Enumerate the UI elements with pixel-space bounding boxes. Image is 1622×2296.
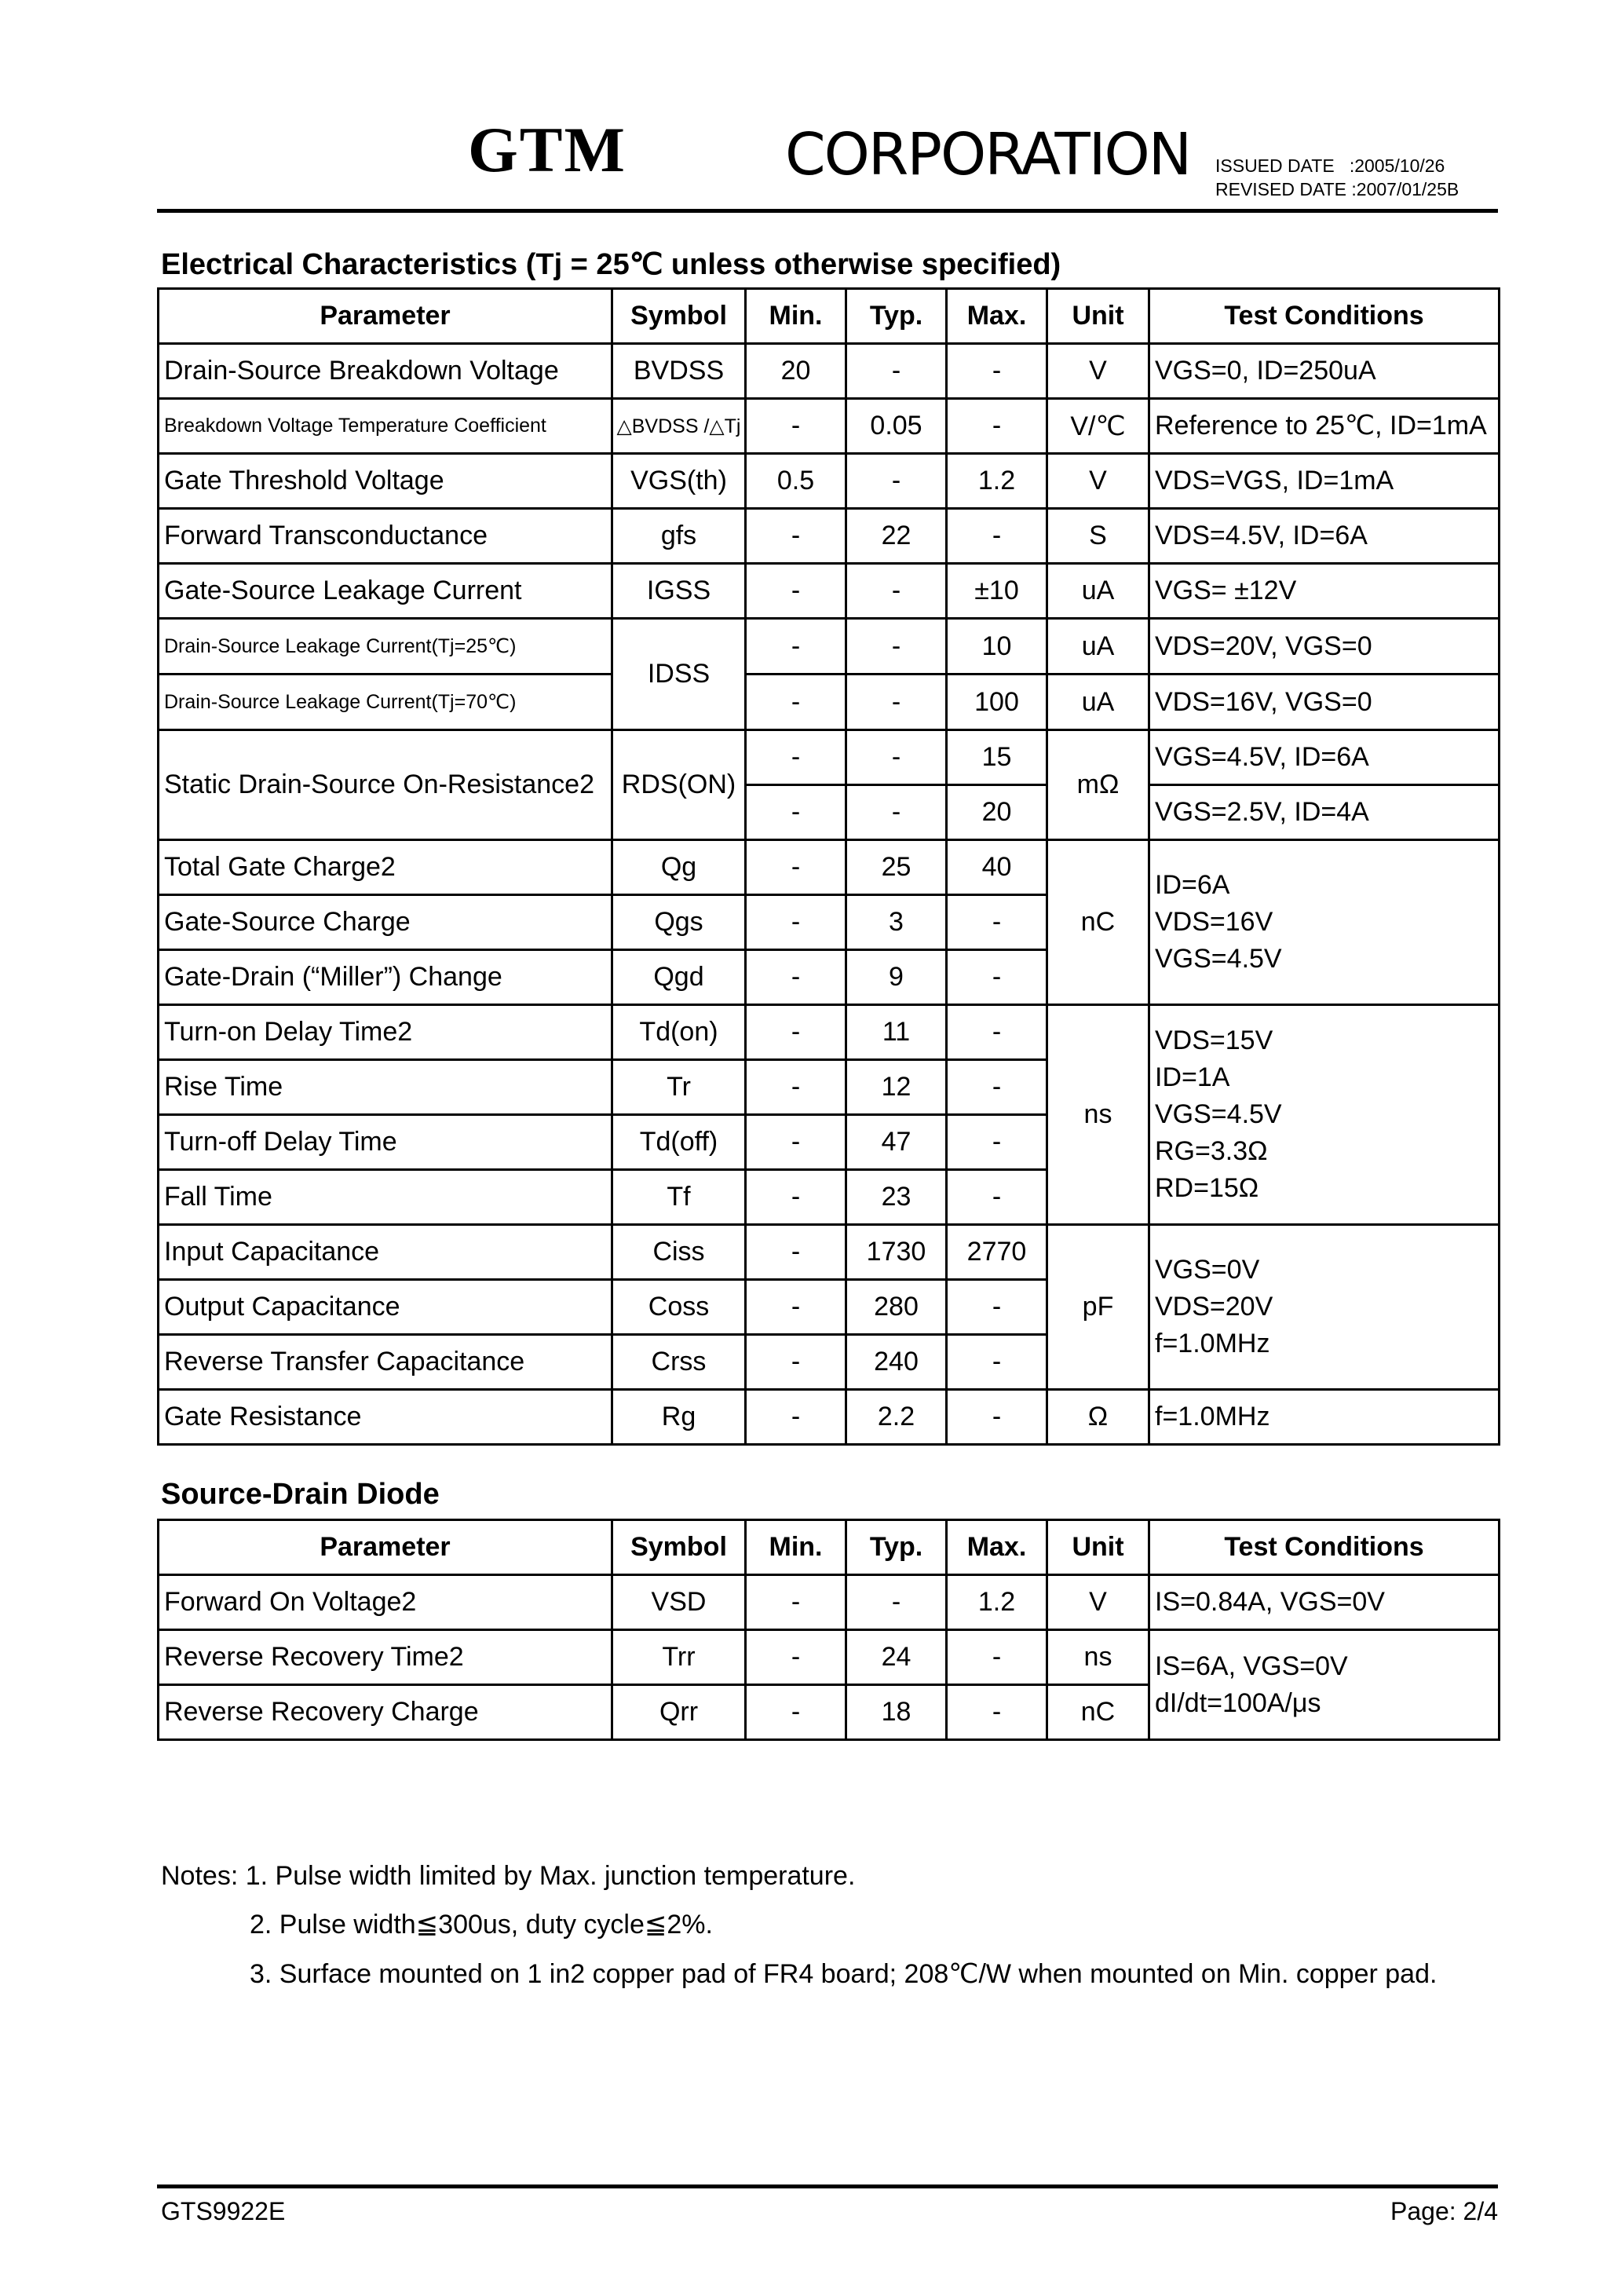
param-cell: Input Capacitance <box>159 1225 612 1280</box>
min-cell: - <box>746 1575 846 1630</box>
max-cell: 15 <box>947 730 1047 785</box>
unit-cell: pF <box>1047 1225 1149 1390</box>
unit-cell: V <box>1047 454 1149 509</box>
unit-cell: uA <box>1047 675 1149 730</box>
symbol-cell: Tr <box>612 1060 746 1115</box>
table-row <box>159 1005 1500 1060</box>
param-cell: Output Capacitance <box>159 1280 612 1335</box>
cond-line: f=1.0MHz <box>1155 1329 1270 1358</box>
unit-cell: nC <box>1047 1685 1149 1740</box>
table-header-row <box>159 289 1500 344</box>
max-cell: - <box>947 1280 1047 1335</box>
col-header: Symbol <box>612 1520 746 1575</box>
unit-cell: ns <box>1047 1005 1149 1225</box>
max-cell: 20 <box>947 785 1047 840</box>
col-header: Symbol <box>612 289 746 344</box>
param-cell: Total Gate Charge2 <box>159 840 612 895</box>
min-cell: - <box>746 509 846 564</box>
cond-cell: VGS=4.5V, ID=6A <box>1149 730 1500 785</box>
cond-line: ID=1A <box>1155 1062 1230 1092</box>
symbol-cell: Crss <box>612 1335 746 1390</box>
col-header: Max. <box>947 289 1047 344</box>
min-cell: - <box>746 399 846 454</box>
max-cell: - <box>947 1060 1047 1115</box>
cond-cell: VGS= ±12V <box>1149 564 1500 619</box>
table-row <box>159 1575 1500 1630</box>
cond-line: VGS=4.5V <box>1155 1099 1282 1129</box>
cond-cell <box>1149 1630 1500 1740</box>
col-header: Parameter <box>159 289 612 344</box>
cond-cell <box>1149 840 1500 1005</box>
param-cell: Gate-Drain (“Miller”) Change <box>159 950 612 1005</box>
cond-line: IS=6A, VGS=0V <box>1155 1651 1348 1681</box>
min-cell: - <box>746 1115 846 1170</box>
typ-cell: 0.05 <box>846 399 947 454</box>
param-cell: Gate-Source Charge <box>159 895 612 950</box>
param-cell: Drain-Source Leakage Current(Tj=70℃) <box>159 675 612 730</box>
min-cell: - <box>746 895 846 950</box>
param-cell: Forward Transconductance <box>159 509 612 564</box>
param-cell: Gate-Source Leakage Current <box>159 564 612 619</box>
param-cell: Static Drain-Source On-Resistance2 <box>159 730 612 840</box>
table-row <box>159 619 1500 675</box>
unit-cell: V <box>1047 1575 1149 1630</box>
max-cell: - <box>947 895 1047 950</box>
col-header: Parameter <box>159 1520 612 1575</box>
min-cell: - <box>746 1280 846 1335</box>
param-cell: Drain-Source Breakdown Voltage <box>159 344 612 399</box>
param-cell: Reverse Recovery Time2 <box>159 1630 612 1685</box>
max-cell: 2770 <box>947 1225 1047 1280</box>
param-cell: Drain-Source Leakage Current(Tj=25℃) <box>159 619 612 675</box>
param-cell: Rise Time <box>159 1060 612 1115</box>
unit-cell: mΩ <box>1047 730 1149 840</box>
unit-cell: V/℃ <box>1047 399 1149 454</box>
min-cell: - <box>746 1170 846 1225</box>
min-cell: - <box>746 785 846 840</box>
param-cell: Gate Threshold Voltage <box>159 454 612 509</box>
min-cell: - <box>746 840 846 895</box>
cond-cell <box>1149 1225 1500 1390</box>
typ-cell: - <box>846 564 947 619</box>
symbol-cell: △BVDSS /△Tj <box>612 399 746 454</box>
cond-cell: VGS=0, ID=250uA <box>1149 344 1500 399</box>
part-number: GTS9922E <box>161 2197 286 2225</box>
max-cell: 100 <box>947 675 1047 730</box>
symbol-cell: Tf <box>612 1170 746 1225</box>
cond-line: dI/dt=100A/μs <box>1155 1687 1321 1718</box>
typ-cell: - <box>846 785 947 840</box>
min-cell: - <box>746 564 846 619</box>
typ-cell: 12 <box>846 1060 947 1115</box>
electrical-title: Electrical Characteristics (Tj = 25℃ unless otherwise specified) <box>161 248 1061 281</box>
unit-cell: Ω <box>1047 1390 1149 1445</box>
typ-cell: 11 <box>846 1005 947 1060</box>
col-header: Test Conditions <box>1149 289 1500 344</box>
table-row <box>159 1630 1500 1685</box>
min-cell: - <box>746 1005 846 1060</box>
param-cell: Turn-on Delay Time2 <box>159 1005 612 1060</box>
max-cell: 10 <box>947 619 1047 675</box>
symbol-cell: Trr <box>612 1630 746 1685</box>
cond-cell: f=1.0MHz <box>1149 1390 1500 1445</box>
cond-cell: Reference to 25℃, ID=1mA <box>1149 399 1500 454</box>
param-cell: Turn-off Delay Time <box>159 1115 612 1170</box>
param-cell: Reverse Transfer Capacitance <box>159 1335 612 1390</box>
symbol-cell: VGS(th) <box>612 454 746 509</box>
max-cell: - <box>947 1005 1047 1060</box>
typ-cell: - <box>846 344 947 399</box>
document-dates <box>1215 154 1459 201</box>
typ-cell: 1730 <box>846 1225 947 1280</box>
symbol-cell: Qgs <box>612 895 746 950</box>
symbol-cell: Td(on) <box>612 1005 746 1060</box>
cond-cell: IS=0.84A, VGS=0V <box>1149 1575 1500 1630</box>
max-cell: - <box>947 1685 1047 1740</box>
max-cell: ±10 <box>947 564 1047 619</box>
note-3: 3. Surface mounted on 1 in2 copper pad of FR4 board; 208℃/W when mounted on Min. copper pad. <box>250 1959 1438 1989</box>
min-cell: 0.5 <box>746 454 846 509</box>
table-row <box>159 344 1500 399</box>
note-1: Notes: 1. Pulse width limited by Max. junction temperature. <box>161 1861 856 1891</box>
footer-rule <box>157 2184 1498 2188</box>
typ-cell: - <box>846 675 947 730</box>
max-cell: - <box>947 950 1047 1005</box>
max-cell: 40 <box>947 840 1047 895</box>
typ-cell: 47 <box>846 1115 947 1170</box>
symbol-cell: VSD <box>612 1575 746 1630</box>
max-cell: 1.2 <box>947 454 1047 509</box>
symbol-cell: Qgd <box>612 950 746 1005</box>
typ-cell: 240 <box>846 1335 947 1390</box>
min-cell: - <box>746 619 846 675</box>
unit-cell: uA <box>1047 564 1149 619</box>
table-row <box>159 675 1500 730</box>
max-cell: - <box>947 1630 1047 1685</box>
table-row <box>159 564 1500 619</box>
table-row <box>159 840 1500 895</box>
cond-line: RD=15Ω <box>1155 1173 1259 1203</box>
cond-cell: VDS=VGS, ID=1mA <box>1149 454 1500 509</box>
page-number: Page: 2/4 <box>1390 2197 1498 2225</box>
typ-cell: 23 <box>846 1170 947 1225</box>
symbol-cell: Rg <box>612 1390 746 1445</box>
min-cell: - <box>746 1060 846 1115</box>
cond-line: VDS=20V <box>1155 1292 1273 1322</box>
cond-line: VDS=15V <box>1155 1026 1273 1055</box>
param-cell: Breakdown Voltage Temperature Coefficient <box>159 399 612 454</box>
max-cell: - <box>947 399 1047 454</box>
param-cell: Fall Time <box>159 1170 612 1225</box>
revised-date: REVISED DATE :2007/01/25B <box>1215 179 1459 199</box>
symbol-cell: gfs <box>612 509 746 564</box>
symbol-cell: BVDSS <box>612 344 746 399</box>
typ-cell: 280 <box>846 1280 947 1335</box>
table-row <box>159 1390 1500 1445</box>
min-cell: - <box>746 1335 846 1390</box>
max-cell: 1.2 <box>947 1575 1047 1630</box>
issued-date: ISSUED DATE :2005/10/26 <box>1215 155 1445 176</box>
min-cell: - <box>746 950 846 1005</box>
typ-cell: 25 <box>846 840 947 895</box>
max-cell: - <box>947 1170 1047 1225</box>
symbol-cell: Td(off) <box>612 1115 746 1170</box>
param-cell: Reverse Recovery Charge <box>159 1685 612 1740</box>
table-row <box>159 509 1500 564</box>
company-name: CORPORATION <box>785 121 1191 188</box>
unit-cell: V <box>1047 344 1149 399</box>
cond-line: VGS=4.5V <box>1155 944 1282 974</box>
col-header: Typ. <box>846 1520 947 1575</box>
min-cell: - <box>746 730 846 785</box>
col-header: Unit <box>1047 289 1149 344</box>
symbol-cell: IDSS <box>612 619 746 730</box>
symbol-cell: RDS(ON) <box>612 730 746 840</box>
cond-cell: VGS=2.5V, ID=4A <box>1149 785 1500 840</box>
table-row <box>159 730 1500 785</box>
min-cell: - <box>746 1390 846 1445</box>
typ-cell: 3 <box>846 895 947 950</box>
electrical-table <box>157 287 1500 1446</box>
unit-cell: S <box>1047 509 1149 564</box>
note-2: 2. Pulse width≦300us, duty cycle≦2%. <box>250 1910 713 1940</box>
param-cell: Forward On Voltage2 <box>159 1575 612 1630</box>
col-header: Min. <box>746 289 846 344</box>
typ-cell: - <box>846 1575 947 1630</box>
typ-cell: 18 <box>846 1685 947 1740</box>
unit-cell: nC <box>1047 840 1149 1005</box>
min-cell: - <box>746 1225 846 1280</box>
param-cell: Gate Resistance <box>159 1390 612 1445</box>
symbol-cell: Qg <box>612 840 746 895</box>
typ-cell: - <box>846 730 947 785</box>
symbol-cell: Qrr <box>612 1685 746 1740</box>
cond-line: VDS=16V <box>1155 907 1273 937</box>
symbol-cell: Ciss <box>612 1225 746 1280</box>
symbol-cell: Coss <box>612 1280 746 1335</box>
symbol-cell: IGSS <box>612 564 746 619</box>
typ-cell: 22 <box>846 509 947 564</box>
min-cell: - <box>746 675 846 730</box>
typ-cell: 24 <box>846 1630 947 1685</box>
cond-line: VGS=0V <box>1155 1255 1260 1285</box>
header-rule <box>157 209 1498 213</box>
col-header: Unit <box>1047 1520 1149 1575</box>
company-logo: GTM <box>468 114 627 185</box>
max-cell: - <box>947 344 1047 399</box>
col-header: Test Conditions <box>1149 1520 1500 1575</box>
cond-cell: VDS=4.5V, ID=6A <box>1149 509 1500 564</box>
max-cell: - <box>947 509 1047 564</box>
table-row <box>159 1225 1500 1280</box>
table-header-row <box>159 1520 1500 1575</box>
typ-cell: 9 <box>846 950 947 1005</box>
cond-cell: VDS=16V, VGS=0 <box>1149 675 1500 730</box>
max-cell: - <box>947 1390 1047 1445</box>
col-header: Typ. <box>846 289 947 344</box>
max-cell: - <box>947 1115 1047 1170</box>
table-row <box>159 454 1500 509</box>
unit-cell: ns <box>1047 1630 1149 1685</box>
table-row <box>159 399 1500 454</box>
cond-cell <box>1149 1005 1500 1225</box>
min-cell: - <box>746 1685 846 1740</box>
diode-table <box>157 1519 1500 1741</box>
min-cell: - <box>746 1630 846 1685</box>
typ-cell: - <box>846 619 947 675</box>
col-header: Min. <box>746 1520 846 1575</box>
unit-cell: uA <box>1047 619 1149 675</box>
diode-title: Source-Drain Diode <box>161 1478 440 1511</box>
cond-line: ID=6A <box>1155 870 1230 900</box>
typ-cell: - <box>846 454 947 509</box>
cond-cell: VDS=20V, VGS=0 <box>1149 619 1500 675</box>
typ-cell: 2.2 <box>846 1390 947 1445</box>
cond-line: RG=3.3Ω <box>1155 1136 1268 1166</box>
max-cell: - <box>947 1335 1047 1390</box>
min-cell: 20 <box>746 344 846 399</box>
col-header: Max. <box>947 1520 1047 1575</box>
